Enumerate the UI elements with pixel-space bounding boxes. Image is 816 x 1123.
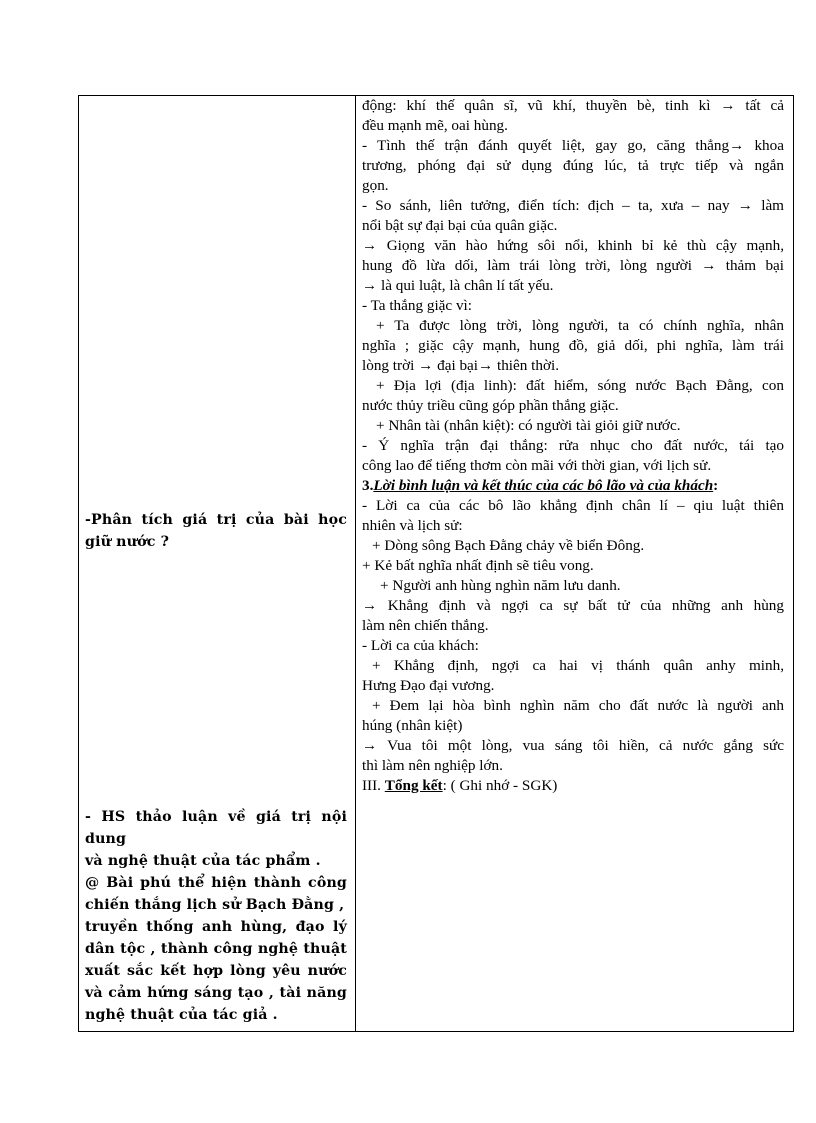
content-line: + Địa lợi (địa linh): đất hiểm, sóng nước Bạch Đằng, con	[376, 377, 784, 394]
content-line: trương, phóng đại sử dụng đúng lúc, tả trực tiếp và ngắn	[362, 157, 784, 174]
section-3-heading	[362, 476, 784, 496]
discussion-line: nghệ thuật của tác giả .	[85, 1007, 278, 1023]
discussion-line: xuất sắc kết hợp lòng yêu nước	[85, 963, 347, 979]
content-line: thì làm nên nghiệp lớn.	[362, 757, 503, 774]
lesson-table	[78, 95, 794, 1032]
discussion-line: @ Bài phú thể hiện thành công	[85, 875, 347, 891]
discussion-block	[85, 806, 347, 1026]
content-line: → Vua tôi một lòng, vua sáng tôi hiền, cả nước gắng sức	[362, 737, 784, 754]
content-line: + Ta được lòng trời, lòng người, ta có chính nghĩa, nhân	[376, 317, 784, 334]
content-line: + Khẳng định, ngợi ca hai vị thánh quân anhy minh,	[372, 657, 784, 674]
content-line: đều mạnh mẽ, oai hùng.	[362, 117, 508, 134]
content-line: nổi bật sự đại bại của quân giặc.	[362, 217, 558, 234]
content-line: + Nhân tài (nhân kiệt): có người tài giỏi giữ nước.	[376, 417, 681, 434]
section-3-number: 3.	[362, 477, 374, 494]
teacher-activity-column	[79, 96, 355, 1031]
content-line: lòng trời → đại bại→ thiên thời.	[362, 357, 560, 374]
content-line: - Lời ca của khách:	[362, 637, 479, 654]
content-line: - Ta thắng giặc vì:	[362, 297, 472, 314]
section-3-title: Lời bình luận và kết thúc của các bô lão và của khách	[373, 477, 714, 494]
content-line: hung đồ lừa dối, làm trái lòng trời, lòng người → thảm bại	[362, 257, 784, 274]
content-line: → là qui luật, là chân lí tất yếu.	[362, 277, 554, 294]
content-line: → Khẳng định và ngợi ca sự bất tử của những anh hùng	[362, 597, 784, 614]
content-line: - Ý nghĩa trận đại thắng: rửa nhục cho đất nước, tái tạo	[362, 437, 784, 454]
content-column	[356, 96, 795, 1031]
discussion-line: và nghệ thuật của tác phẩm .	[85, 853, 321, 869]
discussion-line: truyền thống anh hùng, đạo lý	[85, 919, 347, 935]
question-block	[85, 509, 347, 553]
discussion-line: và cảm hứng sáng tạo , tài năng	[85, 985, 347, 1001]
discussion-line: - HS thảo luận về giá trị nội dung	[85, 809, 347, 847]
content-line: - Tình thế trận đánh quyết liệt, gay go, căng thẳng→ khoa	[362, 137, 784, 154]
content-line: động: khí thế quân sĩ, vũ khí, thuyền bè, tinh kì → tất cả	[362, 97, 784, 114]
content-line: + Dòng sông Bạch Đằng chảy về biển Đông.	[372, 537, 645, 554]
question-text: -Phân tích giá trị của bài học giữ nước ?	[85, 512, 347, 550]
discussion-line: dân tộc , thành công nghệ thuật	[85, 941, 347, 957]
section-iii-number: III.	[362, 777, 381, 794]
content-line: nước thủy triều cũng góp phần thắng giặc.	[362, 397, 619, 414]
content-line: húng (nhân kiệt)	[362, 717, 463, 734]
content-line: công lao để tiếng thơm còn mãi với thời gian, với lịch sử.	[362, 457, 712, 474]
section-iii-title: Tổng kết	[384, 777, 443, 794]
content-line: làm nên chiến thắng.	[362, 617, 489, 634]
content-line: - So sánh, liên tưởng, điển tích: địch – ta, xưa – nay → làm	[362, 197, 784, 214]
content-line: nhiên và lịch sử:	[362, 517, 463, 534]
content-line: + Đem lại hòa bình nghìn năm cho đất nước là người anh	[372, 697, 784, 714]
section-iii-rest: : ( Ghi nhớ - SGK)	[442, 777, 558, 794]
content-line: Hưng Đạo đại vương.	[362, 677, 495, 694]
section-3-colon: :	[713, 477, 719, 494]
content-line: + Kẻ bất nghĩa nhất định sẽ tiêu vong.	[362, 557, 594, 574]
content-line: - Lời ca của các bô lão khẳng định chân lí – qiu luật thiên	[362, 497, 784, 514]
content-line: + Người anh hùng nghìn năm lưu danh.	[380, 577, 621, 594]
discussion-line: chiến thắng lịch sử Bạch Đằng ,	[85, 897, 345, 913]
content-line: → Giọng văn hào hứng sôi nổi, khinh bỉ kẻ thù cậy mạnh,	[362, 237, 784, 254]
content-line: nghĩa ; giặc cậy mạnh, hung đồ, giả dối, phi nghĩa, làm trái	[362, 337, 784, 354]
content-body	[362, 96, 784, 796]
section-iii-heading	[362, 776, 784, 796]
content-line: gọn.	[362, 177, 389, 194]
